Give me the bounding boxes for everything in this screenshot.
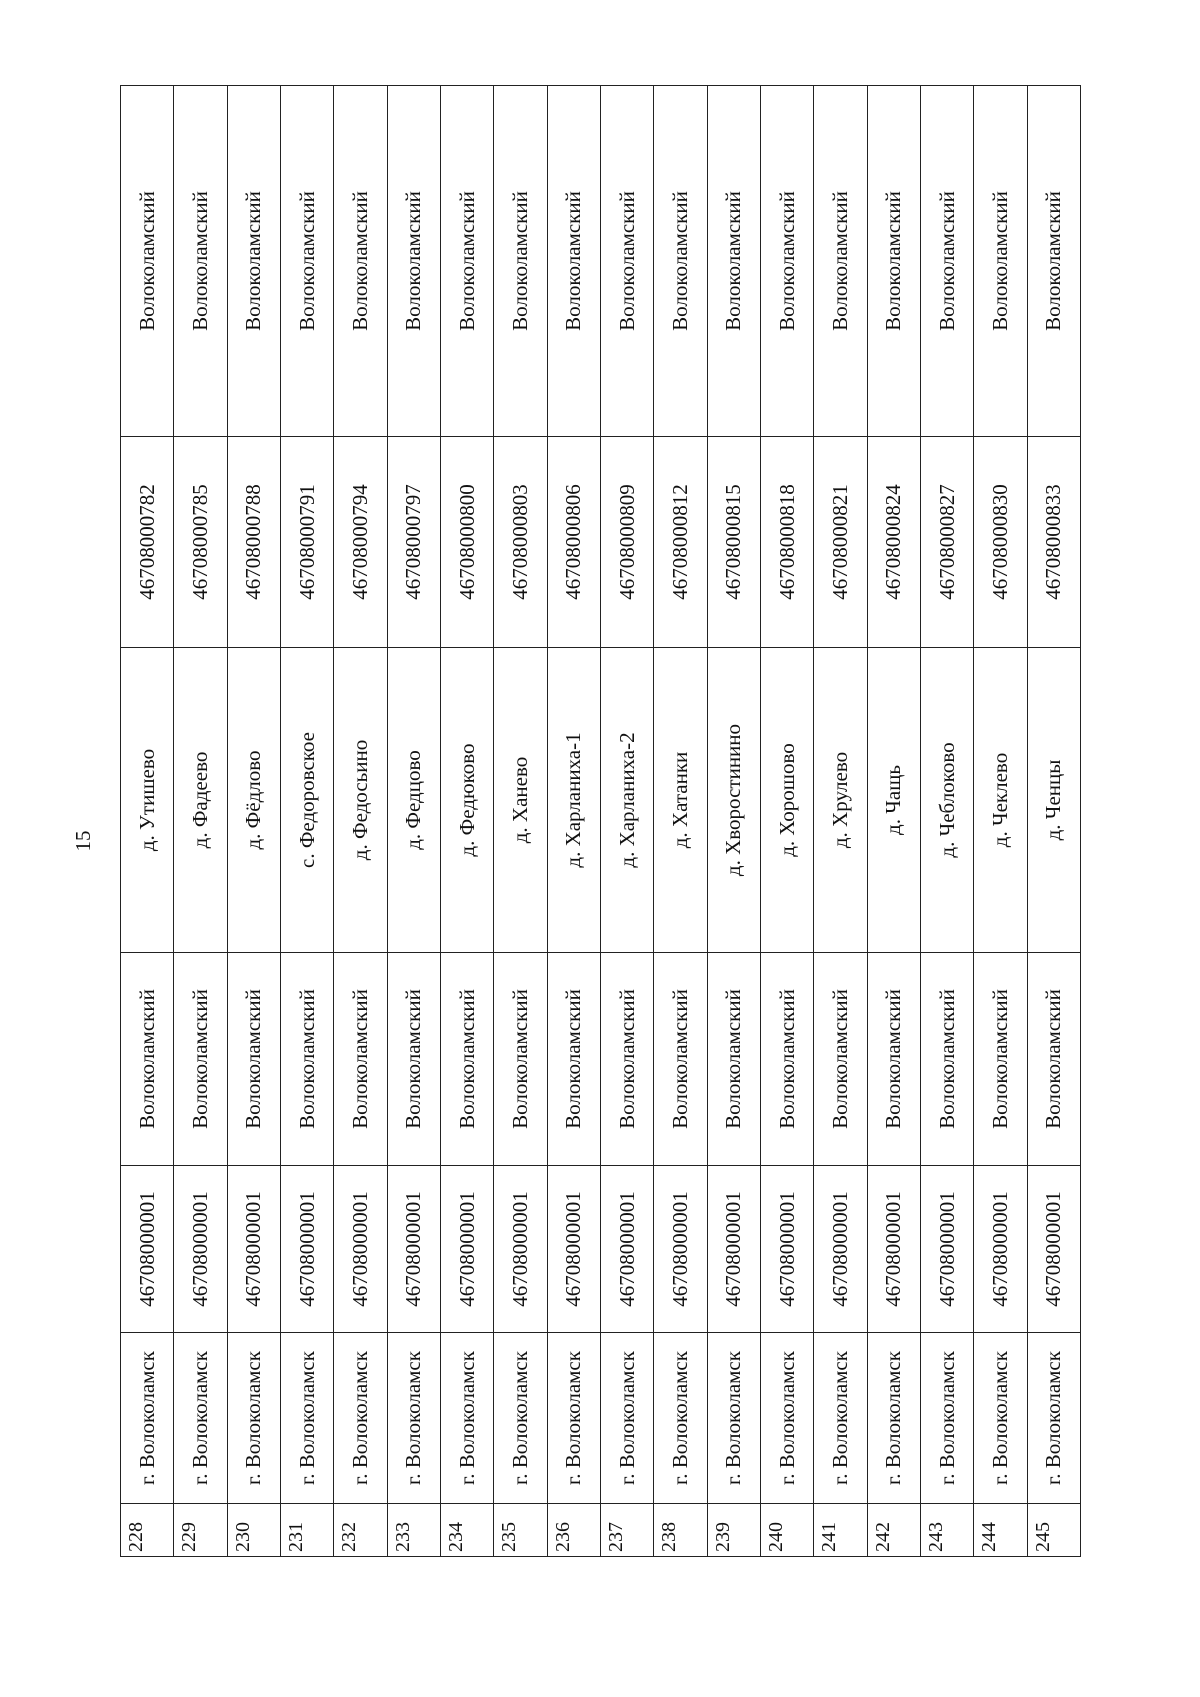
settlement-oktmo-cell: 46708000824: [867, 437, 920, 648]
city-cell: г. Волоколамск: [1027, 1333, 1080, 1504]
table-row: [280, 86, 333, 1557]
row-number-cell: 228: [121, 1504, 174, 1557]
settlements-table: [120, 85, 1081, 1557]
settlements-table-container: [120, 97, 1081, 1557]
table-row: [1027, 86, 1080, 1557]
city-oktmo-cell: 46708000001: [174, 1166, 227, 1333]
row-number-cell: 242: [867, 1504, 920, 1557]
settlement-oktmo-cell: 46708000815: [707, 437, 760, 648]
settlement-oktmo-cell: 46708000803: [494, 437, 547, 648]
city-district-cell: Волоколамский: [920, 953, 973, 1166]
settlement-cell: д. Ченцы: [1027, 648, 1080, 953]
row-number-cell: 236: [547, 1504, 600, 1557]
settlement-cell: д. Хворостинино: [707, 648, 760, 953]
settlement-cell: д. Федюково: [440, 648, 493, 953]
city-cell: г. Волоколамск: [440, 1333, 493, 1504]
table-row: [867, 86, 920, 1557]
city-district-cell: Волоколамский: [760, 953, 813, 1166]
settlement-district-cell: Волоколамский: [814, 86, 867, 437]
settlement-district-cell: Волоколамский: [1027, 86, 1080, 437]
settlement-district-cell: Волоколамский: [760, 86, 813, 437]
settlement-district-cell: Волоколамский: [227, 86, 280, 437]
city-district-cell: Волоколамский: [867, 953, 920, 1166]
city-oktmo-cell: 46708000001: [920, 1166, 973, 1333]
settlement-cell: д. Федцово: [387, 648, 440, 953]
table-row: [334, 86, 387, 1557]
settlement-oktmo-cell: 46708000833: [1027, 437, 1080, 648]
city-cell: г. Волоколамск: [760, 1333, 813, 1504]
city-cell: г. Волоколамск: [387, 1333, 440, 1504]
settlement-cell: д. Фёдлово: [227, 648, 280, 953]
table-row: [121, 86, 174, 1557]
settlement-cell: с. Федоровское: [280, 648, 333, 953]
settlement-oktmo-cell: 46708000827: [920, 437, 973, 648]
row-number-cell: 233: [387, 1504, 440, 1557]
row-number-cell: 237: [600, 1504, 653, 1557]
city-oktmo-cell: 46708000001: [867, 1166, 920, 1333]
city-cell: г. Волоколамск: [814, 1333, 867, 1504]
settlement-district-cell: Волоколамский: [174, 86, 227, 437]
settlement-oktmo-cell: 46708000791: [280, 437, 333, 648]
table-row: [654, 86, 707, 1557]
city-district-cell: Волоколамский: [174, 953, 227, 1166]
settlement-district-cell: Волоколамский: [974, 86, 1027, 437]
city-oktmo-cell: 46708000001: [121, 1166, 174, 1333]
table-row: [387, 86, 440, 1557]
city-cell: г. Волоколамск: [334, 1333, 387, 1504]
city-oktmo-cell: 46708000001: [387, 1166, 440, 1333]
settlement-cell: д. Утишево: [121, 648, 174, 953]
table-body: [121, 86, 1081, 1557]
table-row: [227, 86, 280, 1557]
city-cell: г. Волоколамск: [121, 1333, 174, 1504]
settlement-oktmo-cell: 46708000794: [334, 437, 387, 648]
settlement-district-cell: Волоколамский: [121, 86, 174, 437]
page-number: 15: [71, 830, 95, 852]
settlement-district-cell: Волоколамский: [280, 86, 333, 437]
city-district-cell: Волоколамский: [974, 953, 1027, 1166]
settlement-district-cell: Волоколамский: [707, 86, 760, 437]
city-oktmo-cell: 46708000001: [280, 1166, 333, 1333]
settlement-cell: д. Хорошово: [760, 648, 813, 953]
city-district-cell: Волоколамский: [440, 953, 493, 1166]
city-oktmo-cell: 46708000001: [440, 1166, 493, 1333]
settlement-oktmo-cell: 46708000800: [440, 437, 493, 648]
city-district-cell: Волоколамский: [387, 953, 440, 1166]
settlement-oktmo-cell: 46708000782: [121, 437, 174, 648]
settlement-oktmo-cell: 46708000821: [814, 437, 867, 648]
city-cell: г. Волоколамск: [547, 1333, 600, 1504]
city-district-cell: Волоколамский: [494, 953, 547, 1166]
city-oktmo-cell: 46708000001: [814, 1166, 867, 1333]
row-number-cell: 245: [1027, 1504, 1080, 1557]
row-number-cell: 231: [280, 1504, 333, 1557]
table-row: [974, 86, 1027, 1557]
table-row: [707, 86, 760, 1557]
settlement-cell: д. Харланиха-1: [547, 648, 600, 953]
city-district-cell: Волоколамский: [547, 953, 600, 1166]
settlement-district-cell: Волоколамский: [867, 86, 920, 437]
city-oktmo-cell: 46708000001: [760, 1166, 813, 1333]
row-number-cell: 230: [227, 1504, 280, 1557]
city-cell: г. Волоколамск: [227, 1333, 280, 1504]
city-cell: г. Волоколамск: [920, 1333, 973, 1504]
table-row: [760, 86, 813, 1557]
settlement-cell: д. Хрулево: [814, 648, 867, 953]
row-number-cell: 232: [334, 1504, 387, 1557]
row-number-cell: 239: [707, 1504, 760, 1557]
row-number-cell: 234: [440, 1504, 493, 1557]
row-number-cell: 244: [974, 1504, 1027, 1557]
settlement-oktmo-cell: 46708000818: [760, 437, 813, 648]
settlement-oktmo-cell: 46708000809: [600, 437, 653, 648]
city-cell: г. Волоколамск: [280, 1333, 333, 1504]
settlement-cell: д. Харланиха-2: [600, 648, 653, 953]
settlement-district-cell: Волоколамский: [920, 86, 973, 437]
settlement-cell: д. Фадеево: [174, 648, 227, 953]
table-row: [440, 86, 493, 1557]
settlement-oktmo-cell: 46708000812: [654, 437, 707, 648]
settlement-district-cell: Волоколамский: [440, 86, 493, 437]
city-oktmo-cell: 46708000001: [707, 1166, 760, 1333]
settlement-oktmo-cell: 46708000806: [547, 437, 600, 648]
city-cell: г. Волоколамск: [600, 1333, 653, 1504]
city-oktmo-cell: 46708000001: [600, 1166, 653, 1333]
city-district-cell: Волоколамский: [121, 953, 174, 1166]
city-oktmo-cell: 46708000001: [334, 1166, 387, 1333]
city-district-cell: Волоколамский: [334, 953, 387, 1166]
settlement-district-cell: Волоколамский: [654, 86, 707, 437]
settlement-district-cell: Волоколамский: [547, 86, 600, 437]
city-cell: г. Волоколамск: [174, 1333, 227, 1504]
city-cell: г. Волоколамск: [654, 1333, 707, 1504]
city-district-cell: Волоколамский: [1027, 953, 1080, 1166]
city-district-cell: Волоколамский: [707, 953, 760, 1166]
table-row: [547, 86, 600, 1557]
row-number-cell: 243: [920, 1504, 973, 1557]
city-oktmo-cell: 46708000001: [227, 1166, 280, 1333]
row-number-cell: 238: [654, 1504, 707, 1557]
settlement-district-cell: Волоколамский: [334, 86, 387, 437]
city-oktmo-cell: 46708000001: [547, 1166, 600, 1333]
row-number-cell: 240: [760, 1504, 813, 1557]
city-district-cell: Волоколамский: [227, 953, 280, 1166]
city-cell: г. Волоколамск: [867, 1333, 920, 1504]
city-district-cell: Волоколамский: [654, 953, 707, 1166]
city-district-cell: Волоколамский: [600, 953, 653, 1166]
settlement-oktmo-cell: 46708000797: [387, 437, 440, 648]
row-number-cell: 229: [174, 1504, 227, 1557]
settlement-oktmo-cell: 46708000785: [174, 437, 227, 648]
row-number-cell: 235: [494, 1504, 547, 1557]
table-row: [494, 86, 547, 1557]
settlement-district-cell: Волоколамский: [600, 86, 653, 437]
settlement-cell: д. Федосьино: [334, 648, 387, 953]
settlement-oktmo-cell: 46708000830: [974, 437, 1027, 648]
settlement-cell: д. Хатанки: [654, 648, 707, 953]
row-number-cell: 241: [814, 1504, 867, 1557]
city-oktmo-cell: 46708000001: [1027, 1166, 1080, 1333]
city-oktmo-cell: 46708000001: [654, 1166, 707, 1333]
settlement-district-cell: Волоколамский: [387, 86, 440, 437]
table-row: [814, 86, 867, 1557]
table-row: [174, 86, 227, 1557]
settlement-cell: д. Чеклево: [974, 648, 1027, 953]
settlement-oktmo-cell: 46708000788: [227, 437, 280, 648]
settlement-district-cell: Волоколамский: [494, 86, 547, 437]
settlement-cell: д. Чащь: [867, 648, 920, 953]
city-cell: г. Волоколамск: [707, 1333, 760, 1504]
city-oktmo-cell: 46708000001: [974, 1166, 1027, 1333]
city-oktmo-cell: 46708000001: [494, 1166, 547, 1333]
city-cell: г. Волоколамск: [494, 1333, 547, 1504]
city-district-cell: Волоколамский: [814, 953, 867, 1166]
city-district-cell: Волоколамский: [280, 953, 333, 1166]
table-row: [920, 86, 973, 1557]
city-cell: г. Волоколамск: [974, 1333, 1027, 1504]
settlement-cell: д. Чеблоково: [920, 648, 973, 953]
table-row: [600, 86, 653, 1557]
settlement-cell: д. Ханево: [494, 648, 547, 953]
